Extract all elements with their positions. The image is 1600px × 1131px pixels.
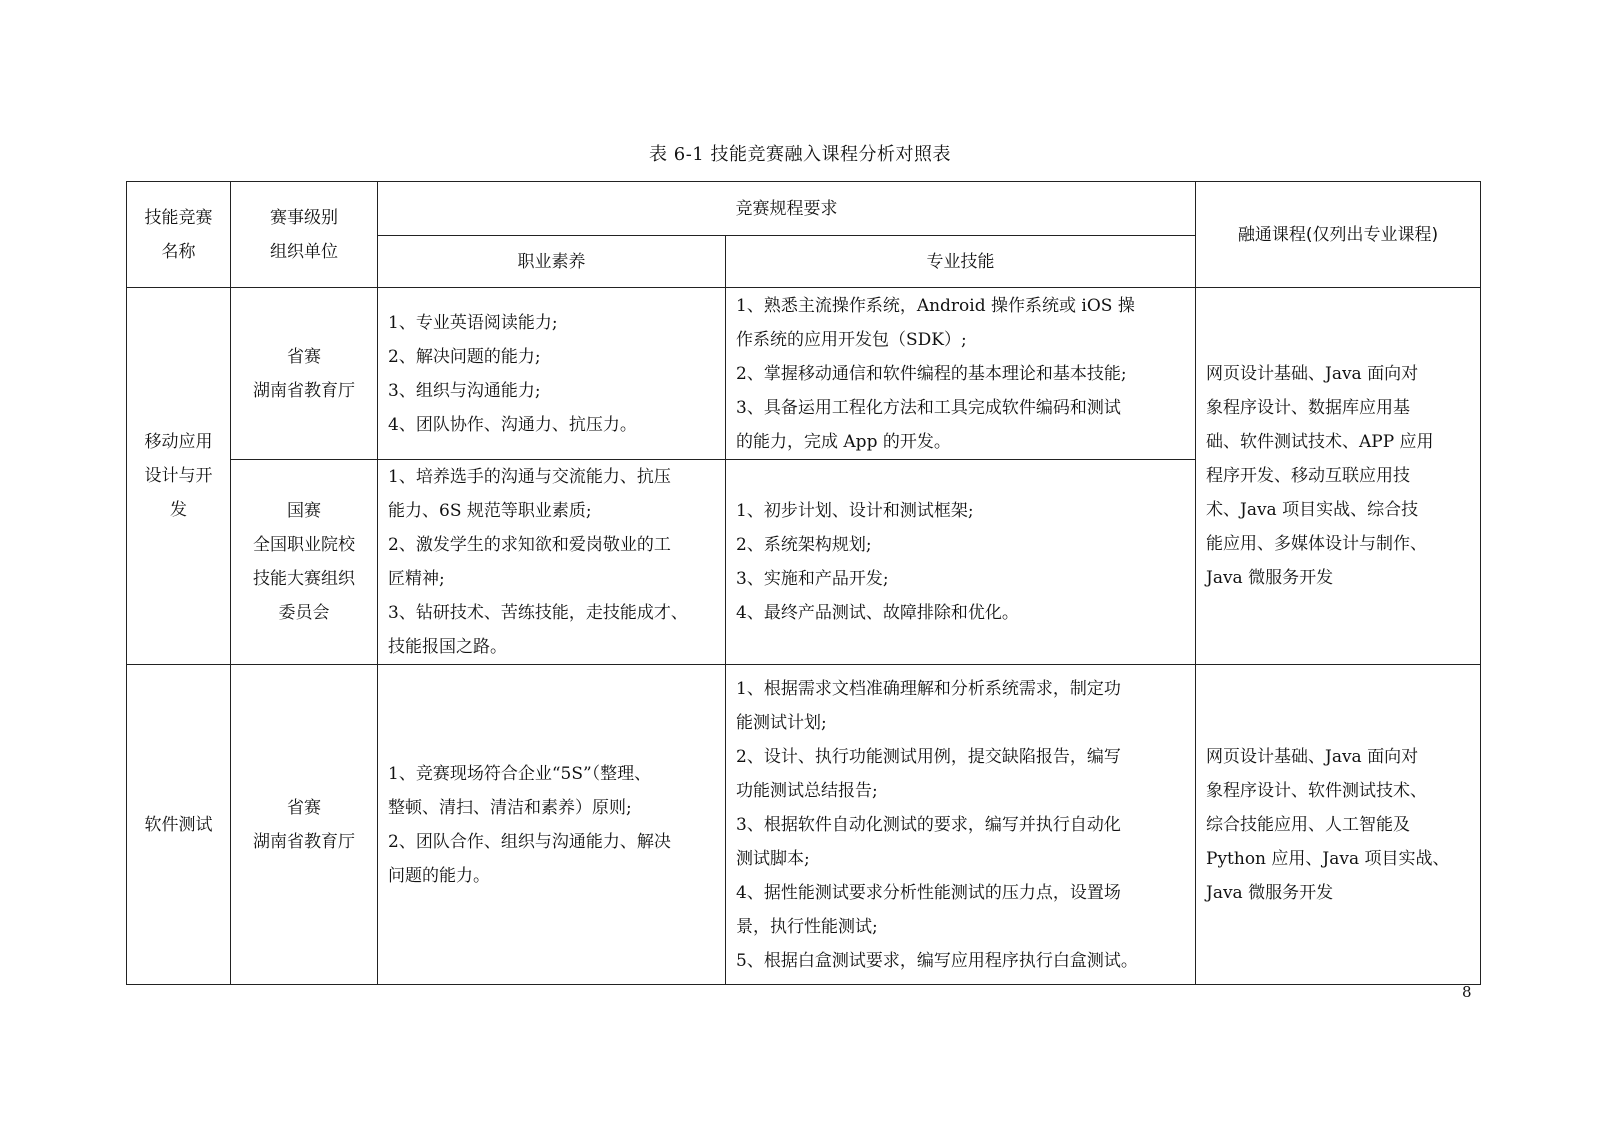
level-cell: 省赛 湖南省教育厅	[231, 288, 378, 460]
level-cell: 国赛 全国职业院校 技能大赛组织 委员会	[231, 460, 378, 665]
header-competition-name: 技能竞赛 名称	[127, 182, 231, 288]
courses-cell: 网页设计基础、Java 面向对 象程序设计、数据库应用基 础、软件测试技术、APP 应用 程序开发、移动互联应用技 术、Java 项目实战、综合技 能应用、多媒体设计与制作、 Java 微服务开发	[1196, 288, 1481, 665]
quality-cell: 1、专业英语阅读能力; 2、解决问题的能力; 3、组织与沟通能力; 4、团队协作、沟通力、抗压力。	[378, 288, 726, 460]
page-number: 8	[1462, 983, 1472, 1001]
skills-cell: 1、初步计划、设计和测试框架; 2、系统架构规划; 3、实施和产品开发; 4、最终产品测试、故障排除和优化。	[726, 460, 1196, 665]
quality-cell: 1、培养选手的沟通与交流能力、抗压 能力、6S 规范等职业素质; 2、激发学生的求知欲和爱岗敬业的工 匠精神; 3、钻研技术、苦练技能，走技能成才、 技能报国之路。	[378, 460, 726, 665]
level-cell: 省赛 湖南省教育厅	[231, 665, 378, 985]
header-courses: 融通课程(仅列出专业课程)	[1196, 182, 1481, 288]
header-professional-skills: 专业技能	[726, 236, 1196, 288]
header-row-1	[127, 182, 1481, 236]
competition-name-cell: 移动应用 设计与开 发	[127, 288, 231, 665]
header-level-organizer: 赛事级别 组织单位	[231, 182, 378, 288]
quality-cell: 1、竞赛现场符合企业“5S”（整理、 整顿、清扫、清洁和素养）原则; 2、团队合作、组织与沟通能力、解决 问题的能力。	[378, 665, 726, 985]
header-professional-quality: 职业素养	[378, 236, 726, 288]
skills-cell: 1、根据需求文档准确理解和分析系统需求，制定功 能测试计划; 2、设计、执行功能测试用例，提交缺陷报告，编写 功能测试总结报告; 3、根据软件自动化测试的要求，编写并执行自动化 测试脚本; 4、据性能测试要求分析性能测试的压力点，设置场 景，执行性能测试; 5、根据白盒测试要求，编写应用程序执行白盒测试。	[726, 665, 1196, 985]
competition-course-table	[126, 181, 1481, 985]
table-row	[127, 288, 1481, 460]
table-caption: 表 6-1 技能竞赛融入课程分析对照表	[649, 144, 951, 165]
competition-name-cell: 软件测试	[127, 665, 231, 985]
courses-cell: 网页设计基础、Java 面向对 象程序设计、软件测试技术、 综合技能应用、人工智能及 Python 应用、Java 项目实战、 Java 微服务开发	[1196, 665, 1481, 985]
skills-cell: 1、熟悉主流操作系统，Android 操作系统或 iOS 操 作系统的应用开发包（SDK）; 2、掌握移动通信和软件编程的基本理论和基本技能; 3、具备运用工程化方法和工具完成软件编码和测试 的能力，完成 App 的开发。	[726, 288, 1196, 460]
table-row	[127, 665, 1481, 985]
header-requirements: 竞赛规程要求	[378, 182, 1196, 236]
